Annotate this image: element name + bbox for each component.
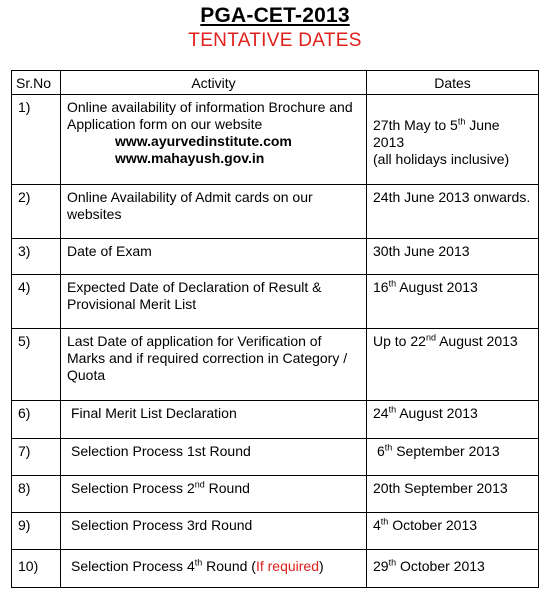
row-activity	[61, 95, 367, 185]
row-number: 2)	[12, 185, 61, 239]
row-activity: Date of Exam	[61, 239, 367, 275]
date-text: 16	[373, 279, 389, 295]
date-text: August 2013	[435, 333, 518, 349]
activity-ordinal: nd	[194, 479, 205, 490]
activity-text: Selection Process 4	[71, 558, 195, 574]
table-row	[12, 185, 539, 239]
table-row	[12, 513, 539, 550]
row-number: 7)	[12, 439, 61, 476]
activity-ordinal: th	[194, 557, 203, 568]
table-row	[12, 275, 539, 329]
date-text: September 2013	[392, 443, 500, 459]
activity-text: Online availability of information Brochure and Application form on our website	[67, 99, 353, 132]
date-ordinal: th	[388, 404, 397, 415]
date-ordinal: th	[388, 278, 397, 289]
row-activity: Last Date of application for Verification of Marks and if required correction in Category / Quota	[61, 329, 367, 401]
row-date	[367, 401, 539, 439]
date-text: August 2013	[396, 279, 478, 295]
column-header-sr-no: Sr.No	[12, 71, 61, 95]
date-ordinal: th	[380, 516, 389, 527]
row-activity: Final Merit List Declaration	[61, 401, 367, 439]
date-ordinal: nd	[425, 332, 436, 343]
row-activity: Selection Process 1st Round	[61, 439, 367, 476]
conditional-note: If required	[255, 558, 319, 574]
row-date	[367, 550, 539, 588]
row-activity: Selection Process 3rd Round	[61, 513, 367, 550]
page-title: PGA-CET-2013	[200, 4, 350, 27]
row-date: 24th June 2013 onwards.	[367, 185, 539, 239]
date-text: June 2013	[373, 117, 500, 150]
activity-text: Round	[204, 480, 250, 496]
row-number: 8)	[12, 476, 61, 513]
row-date	[367, 95, 539, 185]
table-row	[12, 550, 539, 588]
date-note: (all holidays inclusive)	[373, 151, 510, 167]
date-ordinal: th	[457, 116, 466, 127]
row-activity	[61, 476, 367, 513]
table-row	[12, 476, 539, 513]
row-date: 30th June 2013	[367, 239, 539, 275]
date-text: 24	[373, 405, 389, 421]
row-number: 5)	[12, 329, 61, 401]
website-link[interactable]: www.mahayush.gov.in	[115, 150, 265, 166]
row-date	[367, 439, 539, 476]
row-number: 10)	[12, 550, 61, 588]
activity-text: )	[319, 558, 324, 574]
date-ordinal: th	[388, 557, 397, 568]
date-text: Up to 22	[373, 333, 426, 349]
column-header-activity: Activity	[61, 71, 367, 95]
date-text: 4	[373, 517, 381, 533]
table-row	[12, 95, 539, 185]
row-number: 6)	[12, 401, 61, 439]
row-date	[367, 329, 539, 401]
row-activity: Online Availability of Admit cards on our websites	[61, 185, 367, 239]
row-number: 3)	[12, 239, 61, 275]
page-subtitle: TENTATIVE DATES	[188, 30, 362, 51]
table-header-row	[12, 71, 539, 95]
row-date	[367, 275, 539, 329]
table-row	[12, 401, 539, 439]
website-link[interactable]: www.ayurvedinstitute.com	[115, 133, 292, 149]
date-text: October 2013	[388, 517, 478, 533]
date-text: August 2013	[396, 405, 478, 421]
activity-text: Round (	[202, 558, 256, 574]
table-row	[12, 329, 539, 401]
date-text: October 2013	[396, 558, 485, 574]
row-date: 20th September 2013	[367, 476, 539, 513]
date-text: 29	[373, 558, 389, 574]
row-activity	[61, 550, 367, 588]
row-number: 4)	[12, 275, 61, 329]
row-activity: Expected Date of Declaration of Result & Provisional Merit List	[61, 275, 367, 329]
date-text: 27th May to 5	[373, 117, 458, 133]
column-header-dates: Dates	[367, 71, 539, 95]
table-row	[12, 239, 539, 275]
date-ordinal: th	[384, 442, 393, 453]
row-number: 9)	[12, 513, 61, 550]
row-date	[367, 513, 539, 550]
schedule-table	[11, 70, 539, 588]
activity-text: Selection Process 2	[71, 480, 195, 496]
date-text: 6	[377, 443, 385, 459]
row-number: 1)	[12, 95, 61, 185]
table-row	[12, 439, 539, 476]
